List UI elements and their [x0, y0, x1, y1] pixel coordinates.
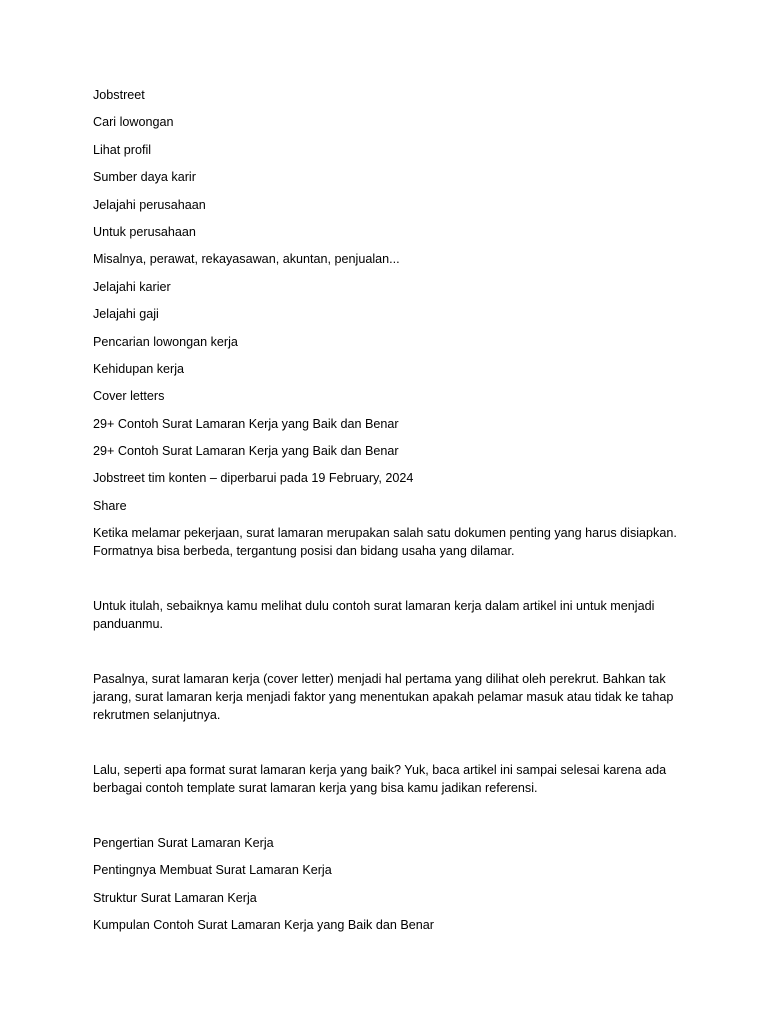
article-paragraph: Ketika melamar pekerjaan, surat lamaran merupakan salah satu dokumen penting yang harus disiapkan. Formatnya bisa berbeda, tergantung posisi dan bidang usaha yang dilamar. — [93, 525, 677, 558]
article-paragraph: Untuk itulah, sebaiknya kamu melihat dulu contoh surat lamaran kerja dalam artikel ini untuk menjadi panduanmu. — [93, 598, 655, 631]
article-byline: Jobstreet tim konten – diperbarui pada 19 February, 2024 — [93, 471, 414, 486]
nav-link-sumber-daya-karir[interactable]: Sumber daya karir — [93, 170, 196, 185]
search-placeholder-text[interactable]: Misalnya, perawat, rekayasawan, akuntan, penjualan... — [93, 252, 400, 267]
breadcrumb-current-article: 29+ Contoh Surat Lamaran Kerja yang Baik dan Benar — [93, 416, 399, 431]
article-title: 29+ Contoh Surat Lamaran Kerja yang Baik dan Benar — [93, 444, 399, 459]
toc-link-pengertian[interactable]: Pengertian Surat Lamaran Kerja — [93, 835, 274, 850]
breadcrumb-cover-letters[interactable]: Cover letters — [93, 389, 165, 404]
toc-link-pentingnya[interactable]: Pentingnya Membuat Surat Lamaran Kerja — [93, 863, 332, 878]
nav-link-cari-lowongan[interactable]: Cari lowongan — [93, 115, 174, 130]
article-paragraph: Pasalnya, surat lamaran kerja (cover letter) menjadi hal pertama yang dilihat oleh perekrut. Bahkan tak jarang, surat lamaran kerja menjadi faktor yang menentukan apakah pelamar masuk atau tidak ke tahap rekrutmen selanjutnya. — [93, 671, 674, 722]
breadcrumb-kehidupan-kerja[interactable]: Kehidupan kerja — [93, 361, 185, 376]
nav-link-jobstreet[interactable]: Jobstreet — [93, 88, 145, 102]
nav-link-jelajahi-gaji[interactable]: Jelajahi gaji — [93, 307, 159, 322]
breadcrumb-pencarian-lowongan[interactable]: Pencarian lowongan kerja — [93, 334, 238, 349]
nav-link-jelajahi-karier[interactable]: Jelajahi karier — [93, 279, 171, 294]
toc-link-kumpulan-contoh[interactable]: Kumpulan Contoh Surat Lamaran Kerja yang Baik dan Benar — [93, 918, 434, 933]
article-paragraph: Lalu, seperti apa format surat lamaran kerja yang baik? Yuk, baca artikel ini sampai selesai karena ada berbagai contoh template surat lamaran kerja yang bisa kamu jadikan referensi. — [93, 762, 667, 795]
document-content — [93, 86, 683, 943]
nav-link-jelajahi-perusahaan[interactable]: Jelajahi perusahaan — [93, 197, 206, 212]
nav-link-untuk-perusahaan[interactable]: Untuk perusahaan — [93, 224, 196, 239]
share-button[interactable]: Share — [93, 498, 127, 513]
nav-link-lihat-profil[interactable]: Lihat profil — [93, 142, 152, 157]
toc-link-struktur[interactable]: Struktur Surat Lamaran Kerja — [93, 890, 257, 905]
